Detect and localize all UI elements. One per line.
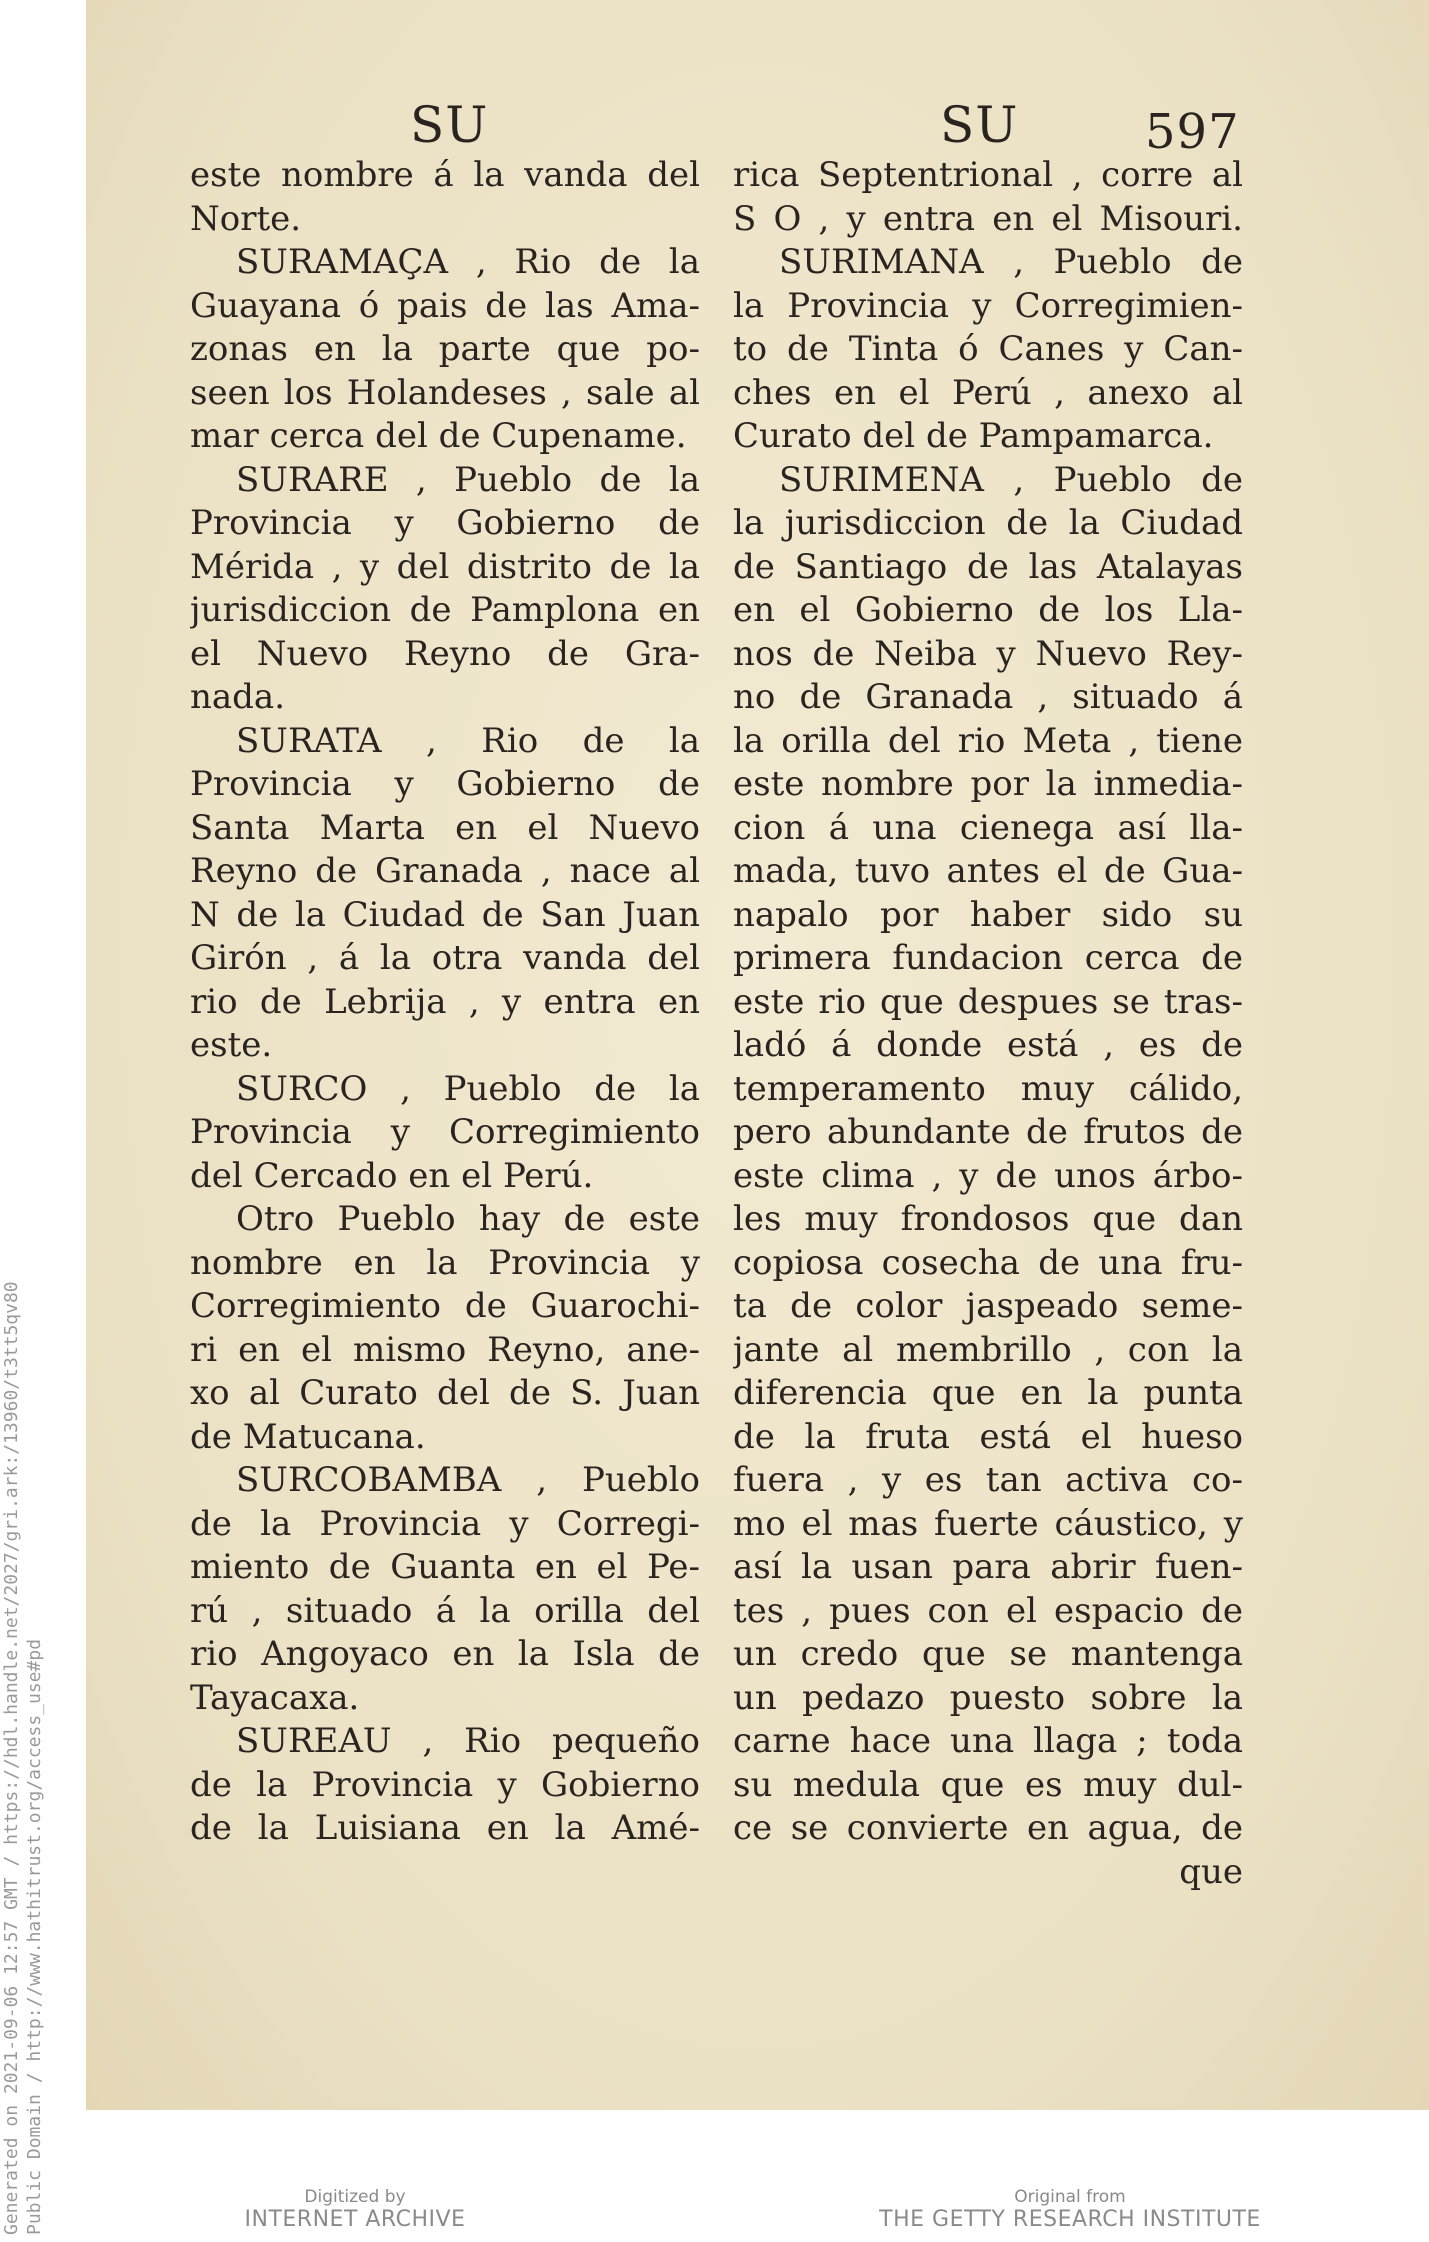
text-line: el Nuevo Reyno de Gra- [190, 633, 700, 674]
text-line: SURIMANA , Pueblo de [779, 242, 1243, 282]
text-line: su medula que es muy dul- [733, 1764, 1243, 1805]
text-line: que [1179, 1851, 1243, 1892]
text-line: temperamento muy cálido, [733, 1068, 1243, 1109]
text-line: de la Provincia y Gobierno [190, 1764, 700, 1805]
text-line: diferencia que en la punta [733, 1373, 1243, 1413]
text-line: SURAMAÇA , Rio de la [236, 242, 700, 282]
text-line: de la Luisiana en la Amé- [190, 1808, 700, 1848]
text-line: les muy frondosos que dan [733, 1199, 1243, 1239]
text-line: SURATA , Rio de la [236, 720, 700, 761]
text-line: nada. [190, 677, 286, 717]
text-line: cion á una cienega así lla- [733, 807, 1243, 848]
watermark-line: Public Domain / http://www.hathitrust.org/access_use#pd [24, 1638, 45, 2235]
text-line: así la usan para abrir fuen- [733, 1547, 1243, 1587]
text-line: mo el mas fuerte cáustico, y [733, 1503, 1243, 1544]
original-from [870, 2187, 1270, 2232]
text-line: Reyno de Granada , nace al [190, 851, 700, 891]
text-line: de la Provincia y Corregi- [190, 1503, 700, 1544]
text-line: fuera , y es tan activa co- [733, 1460, 1243, 1500]
text-line: Mérida , y del distrito de la [190, 546, 700, 587]
text-line: la orilla del rio Meta , tiene [733, 720, 1243, 761]
right-column [733, 154, 1243, 1894]
text-line: primera fundacion cerca de [733, 938, 1243, 978]
text-line: xo al Curato del de S. Juan [190, 1373, 700, 1413]
text-line: Provincia y Corregimiento [190, 1112, 700, 1152]
running-head-right: SU [940, 96, 1019, 154]
text-line: SURCO , Pueblo de la [236, 1068, 700, 1109]
text-line: tes , pues con el espacio de [733, 1590, 1243, 1631]
text-line: este clima , y de unos árbo- [733, 1155, 1243, 1196]
text-line: de la fruta está el hueso [733, 1416, 1243, 1457]
text-line: Tayacaxa. [190, 1677, 360, 1718]
text-line: del Cercado en el Perú. [190, 1155, 594, 1196]
page-number: 597 [1145, 104, 1240, 160]
watermark-line: Generated on 2021-09-06 12:57 GMT / https://hdl.handle.net/2027/gri.ark:/13960/t3tt5qv80 [1, 1281, 22, 2235]
original-from-label: Original from [1014, 2187, 1126, 2207]
text-line: copiosa cosecha de una fru- [733, 1242, 1243, 1283]
text-line: este nombre por la inmedia- [733, 764, 1243, 804]
text-line: SURCOBAMBA , Pueblo [236, 1460, 700, 1500]
digitizer-name: INTERNET ARCHIVE [244, 2207, 466, 2232]
text-line: este. [190, 1025, 273, 1065]
text-line: S O , y entra en el Misouri. [733, 198, 1243, 239]
text-line: rú , situado á la orilla del [190, 1590, 700, 1631]
text-line: Guayana ó pais de las Ama- [190, 285, 700, 326]
hathitrust-watermark [0, 1281, 46, 2235]
text-line: de Matucana. [190, 1416, 426, 1457]
text-line: rica Septentrional , corre al [733, 155, 1243, 195]
digitized-by-label: Digitized by [304, 2187, 406, 2207]
text-line: Norte. [190, 198, 302, 239]
text-line: Provincia y Gobierno de [190, 764, 700, 804]
digitized-by [230, 2187, 480, 2232]
text-line: mada, tuvo antes el de Gua- [733, 851, 1243, 891]
text-line: Curato del de Pampamarca. [733, 416, 1214, 456]
text-line: ta de color jaspeado seme- [733, 1286, 1243, 1326]
text-line: mar cerca del de Cupename. [190, 416, 687, 456]
text-line: nombre en la Provincia y [190, 1242, 700, 1283]
text-line: este rio que despues se tras- [733, 981, 1243, 1022]
text-line: SUREAU , Rio pequeño [236, 1721, 700, 1761]
text-line: este nombre á la vanda del [190, 155, 700, 195]
text-line: to de Tinta ó Canes y Can- [733, 329, 1243, 369]
text-line: la jurisdiccion de la Ciudad [733, 503, 1243, 543]
text-line: ladó á donde está , es de [733, 1025, 1243, 1065]
text-line: en el Gobierno de los Lla- [733, 590, 1243, 630]
text-line: napalo por haber sido su [733, 894, 1243, 935]
text-line: jurisdiccion de Pamplona en [190, 590, 700, 630]
text-line: ches en el Perú , anexo al [733, 372, 1243, 413]
text-line: Corregimiento de Guarochi- [190, 1286, 700, 1326]
text-line: SURIMENA , Pueblo de [779, 459, 1243, 500]
text-line: un credo que se mantenga [733, 1634, 1243, 1674]
text-line: Santa Marta en el Nuevo [190, 807, 700, 848]
text-line: rio Angoyaco en la Isla de [190, 1634, 700, 1674]
text-line: la Provincia y Corregimien- [733, 285, 1243, 326]
text-line: zonas en la parte que po- [190, 329, 700, 369]
text-line: Girón , á la otra vanda del [190, 938, 700, 978]
text-line: ri en el mismo Reyno, ane- [190, 1329, 700, 1370]
text-line: ce se convierte en agua, de [733, 1808, 1243, 1848]
institution-name: THE GETTY RESEARCH INSTITUTE [879, 2207, 1261, 2232]
text-line: un pedazo puesto sobre la [733, 1677, 1243, 1718]
text-line: de Santiago de las Atalayas [733, 546, 1243, 587]
running-head-left: SU [410, 96, 489, 154]
text-line: jante al membrillo , con la [733, 1329, 1243, 1370]
text-line: Otro Pueblo hay de este [236, 1199, 700, 1239]
text-line: carne hace una llaga ; toda [733, 1721, 1243, 1761]
text-line: seen los Holandeses , sale al [190, 372, 700, 413]
text-line: miento de Guanta en el Pe- [190, 1547, 700, 1587]
text-line: rio de Lebrija , y entra en [190, 981, 700, 1022]
text-line: Provincia y Gobierno de [190, 503, 700, 543]
text-line: nos de Neiba y Nuevo Rey- [733, 633, 1243, 674]
text-line: N de la Ciudad de San Juan [190, 894, 700, 935]
left-column [190, 154, 700, 1851]
text-line: pero abundante de frutos de [733, 1112, 1243, 1152]
text-line: no de Granada , situado á [733, 677, 1243, 717]
text-line: SURARE , Pueblo de la [236, 459, 700, 500]
